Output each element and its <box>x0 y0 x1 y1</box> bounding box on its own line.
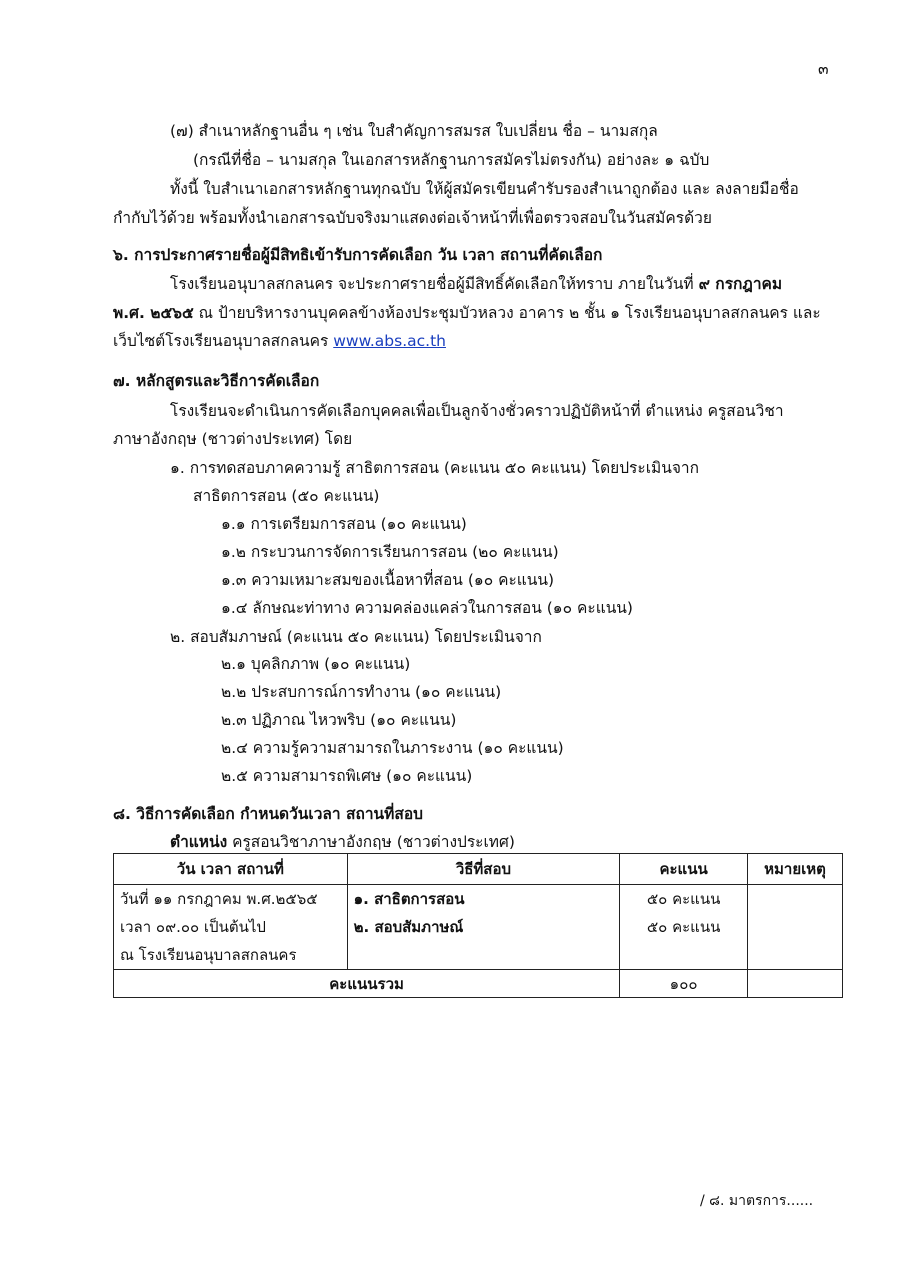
table-row <box>114 885 843 970</box>
criteria-2-4: ๒.๔ ความรู้ความสามารถในภาระงาน (๑๐ คะแนน) <box>221 739 564 757</box>
total-value: ๑๐๐ <box>620 970 748 998</box>
criteria-item-1: ๑. การทดสอบภาคความรู้ สาธิตการสอน (คะแนน ๕๐ คะแนน) โดยประเมินจาก <box>170 459 699 477</box>
table-header-row <box>114 854 843 885</box>
document-note-line-1: ทั้งนี้ ใบสำเนาเอกสารหลักฐานทุกฉบับ ให้ผู้สมัครเขียนคำรับรองสำเนาถูกต้อง และ ลงลายมือชื่อ <box>170 180 799 198</box>
table-total-row <box>114 970 843 998</box>
header-score: คะแนน <box>620 854 748 885</box>
total-label: คะแนนรวม <box>114 970 620 998</box>
header-when-where: วัน เวลา สถานที่ <box>114 854 348 885</box>
method-demo: ๑. สาธิตการสอน <box>353 890 465 908</box>
footer-continuation: / ๘. มาตรการ...... <box>700 1193 814 1209</box>
position-label: ตำแหน่ง <box>170 833 228 851</box>
section-7-heading: ๗. หลักสูตรและวิธีการคัดเลือก <box>113 372 320 390</box>
method-cell <box>347 885 620 970</box>
announcement-text: โรงเรียนอนุบาลสกลนคร จะประกาศรายชื่อผู้มีสิทธิ์คัดเลือกให้ทราบ ภายในวันที่ <box>170 275 699 293</box>
criteria-2-2: ๒.๒ ประสบการณ์การทำงาน (๑๐ คะแนน) <box>221 683 502 701</box>
header-remark: หมายเหตุ <box>748 854 843 885</box>
position-value: ครูสอนวิชาภาษาอังกฤษ (ชาวต่างประเทศ) <box>227 833 515 851</box>
exam-place: ณ โรงเรียนอนุบาลสกลนคร <box>120 946 297 964</box>
document-item-7: (๗) สำเนาหลักฐานอื่น ๆ เช่น ใบสำคัญการสมรส ใบเปลี่ยน ชื่อ – นามสกุล <box>170 122 658 140</box>
criteria-1-1: ๑.๑ การเตรียมการสอน (๑๐ คะแนน) <box>221 515 467 533</box>
criteria-1-4: ๑.๔ ลักษณะท่าทาง ความคล่องแคล่วในการสอน (๑๐ คะแนน) <box>221 599 633 617</box>
announcement-date: ๙ กรกฎาคม <box>698 275 783 293</box>
score-cell <box>620 885 748 970</box>
method-interview: ๒. สอบสัมภาษณ์ <box>353 918 464 936</box>
criteria-2-5: ๒.๕ ความสามารถพิเศษ (๑๐ คะแนน) <box>221 767 473 785</box>
page-number: ๓ <box>818 60 829 78</box>
exam-date: วันที่ ๑๑ กรกฎาคม พ.ศ.๒๕๖๕ <box>120 890 318 908</box>
criteria-2-3: ๒.๓ ปฏิภาณ ไหวพริบ (๑๐ คะแนน) <box>221 711 457 729</box>
exam-time: เวลา ๐๙.๐๐ เป็นต้นไป <box>120 918 266 936</box>
announcement-year: พ.ศ. ๒๕๖๕ <box>113 304 194 322</box>
website-text: เว็บไซต์โรงเรียนอนุบาลสกลนคร <box>113 332 334 350</box>
section-7-paragraph-line-2: ภาษาอังกฤษ (ชาวต่างประเทศ) โดย <box>113 430 353 448</box>
when-where-cell <box>114 885 348 970</box>
announcement-location: ณ ป้ายบริหารงานบุคคลข้างห้องประชุมบัวหลวง อาคาร ๒ ชั้น ๑ โรงเรียนอนุบาลสกลนคร และ <box>193 304 821 322</box>
header-method: วิธีที่สอบ <box>347 854 620 885</box>
website-link[interactable]: www.abs.ac.th <box>333 332 446 350</box>
section-8-heading: ๘. วิธีการคัดเลือก กำหนดวันเวลา สถานที่สอบ <box>113 805 423 823</box>
section-6-paragraph-line-2 <box>113 302 821 324</box>
section-6-heading: ๖. การประกาศรายชื่อผู้มีสิทธิเข้ารับการคัดเลือก วัน เวลา สถานที่คัดเลือก <box>113 246 603 264</box>
remark-cell <box>748 885 843 970</box>
score-demo: ๕๐ คะแนน <box>646 890 721 908</box>
criteria-2-1: ๒.๑ บุคลิกภาพ (๑๐ คะแนน) <box>221 655 411 673</box>
section-6-paragraph-line-3 <box>113 330 446 352</box>
total-remark <box>748 970 843 998</box>
criteria-1-2: ๑.๒ กระบวนการจัดการเรียนการสอน (๒๐ คะแนน) <box>221 543 559 561</box>
schedule-table <box>113 853 843 998</box>
section-6-paragraph-line-1 <box>170 273 782 295</box>
criteria-item-2: ๒. สอบสัมภาษณ์ (คะแนน ๕๐ คะแนน) โดยประเมินจาก <box>170 628 542 646</box>
criteria-1-3: ๑.๓ ความเหมาะสมของเนื้อหาที่สอน (๑๐ คะแนน) <box>221 571 555 589</box>
section-7-paragraph-line-1: โรงเรียนจะดำเนินการคัดเลือกบุคคลเพื่อเป็นลูกจ้างชั่วคราวปฏิบัติหน้าที่ ตำแหน่ง ครูสอนวิชา <box>170 402 784 420</box>
document-note-line-2: กำกับไว้ด้วย พร้อมทั้งนำเอกสารฉบับจริงมาแสดงต่อเจ้าหน้าที่เพื่อตรวจสอบในวันสมัครด้วย <box>113 209 712 227</box>
position-line <box>170 831 515 853</box>
document-item-7-continuation: (กรณีที่ชื่อ – นามสกุล ในเอกสารหลักฐานการสมัครไม่ตรงกัน) อย่างละ ๑ ฉบับ <box>193 151 710 169</box>
score-interview: ๕๐ คะแนน <box>646 918 721 936</box>
criteria-item-1-sub: สาธิตการสอน (๕๐ คะแนน) <box>193 487 380 505</box>
